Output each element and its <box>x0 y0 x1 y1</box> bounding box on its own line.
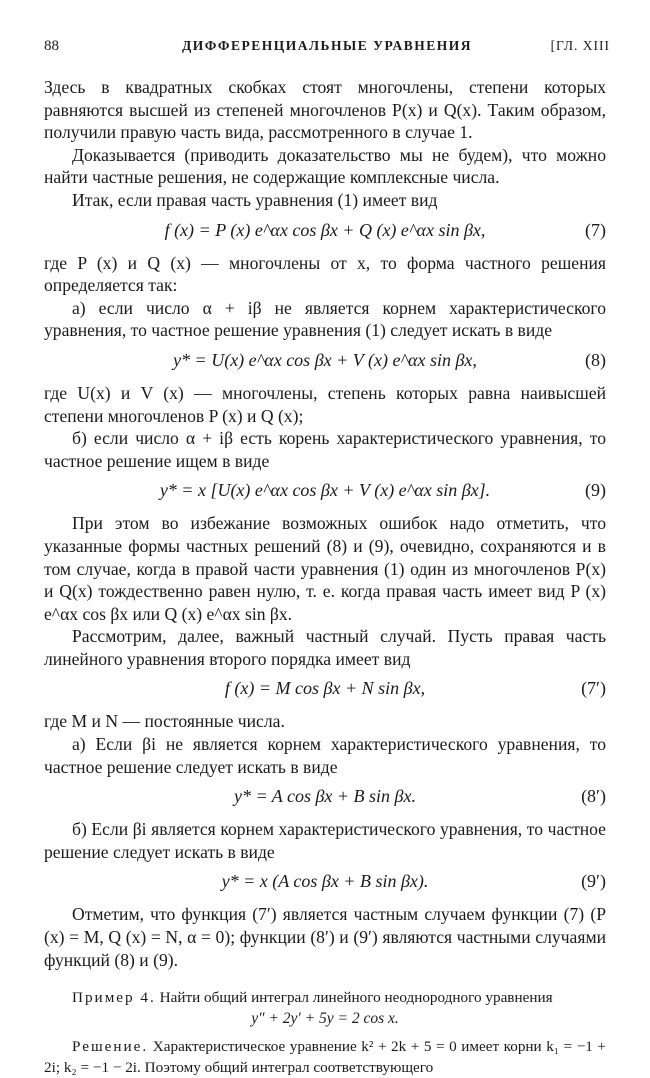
paragraph-7: б) если число α + iβ есть корень характеристического уравнения, то частное решение ищем в виде <box>44 428 606 471</box>
equation-7-formula: f (x) = P (x) e^αx cos βx + Q (x) e^αx sin βx, <box>164 219 486 240</box>
example-statement <box>44 987 606 1008</box>
paragraph-3: Итак, если правая часть уравнения (1) имеет вид <box>72 189 438 210</box>
equation-7 <box>44 212 606 252</box>
example-4 <box>44 987 606 1078</box>
paragraph-8: При этом во избежание возможных ошибок надо отметить, что указанные формы частных решений (8) и (9), очевидно, сохраняются и в том случае, когда в правой части уравнения (1) один из многочленов P(x) и Q(x) тождественно равен нулю, т. е. когда правая часть имеет вид P (x) e^αx cos βx или Q (x) e^αx sin βx. <box>44 513 606 624</box>
paragraph-4: где P (x) и Q (x) — многочлены от x, то форма частного решения определяется так: <box>44 252 606 296</box>
equation-7-prime <box>44 670 606 710</box>
example-equation <box>44 1008 606 1036</box>
paragraph-12: б) Если βi является корнем характеристического уравнения, то частное решение следует искать в виде <box>44 819 606 862</box>
paragraph-11: а) Если βi не является корнем характеристического уравнения, то частное решение следует искать в виде <box>44 734 606 777</box>
equation-9-prime-formula: y* = x (A cos βx + B sin βx). <box>221 871 429 892</box>
solution-text: Характеристическое уравнение k² + 2k + 5 = 0 имеет корни k₁ = −1 + 2i; k₂ = −1 − 2i. Поэтому общий интеграл соответствующего <box>44 1038 606 1077</box>
paragraph-5: а) если число α + iβ не является корнем характеристического уравнения, то частное решение уравнения (1) следует искать в виде <box>44 297 606 341</box>
equation-8-prime <box>44 778 606 818</box>
equation-9-prime <box>44 863 606 903</box>
equation-8-formula: y* = U(x) e^αx cos βx + V (x) e^αx sin βx, <box>173 349 477 370</box>
example-equation-formula: y″ + 2y′ + 5y = 2 cos x. <box>251 1010 399 1028</box>
equation-7-prime-formula: f (x) = M cos βx + N sin βx, <box>224 678 426 699</box>
equation-8-prime-formula: y* = A cos βx + B sin βx. <box>233 786 417 807</box>
paragraph-2: Доказывается (приводить доказательство мы не будем), что можно найти частные решения, не содержащие комплексные числа. <box>44 144 606 188</box>
equation-9-prime-number: (9′) <box>581 871 606 892</box>
equation-8-prime-number: (8′) <box>581 786 606 807</box>
equation-9-number: (9) <box>585 480 606 501</box>
solution-paragraph <box>44 1036 606 1078</box>
paragraph-9: Рассмотрим, далее, важный частный случай. Пусть правая часть линейного уравнения второго порядка имеет вид <box>44 626 606 669</box>
chapter-label: [ГЛ. XIII <box>550 38 610 53</box>
page-content <box>44 76 606 1078</box>
example-label: Пример 4. <box>72 989 156 1007</box>
page-number: 88 <box>44 38 59 54</box>
equation-8-number: (8) <box>585 349 606 370</box>
example-text: Найти общий интеграл линейного неоднородного уравнения <box>159 989 553 1007</box>
paragraph-6: где U(x) и V (x) — многочлены, степень которых равна наивысшей степени многочленов P (x) и Q (x); <box>44 382 606 426</box>
paragraph-1: Здесь в квадратных скобках стоят многочлены, степени которых равняются высшей из степеней многочленов P(x) и Q(x). Таким образом, получили правую часть вида, рассмотренного в случае 1. <box>44 77 606 143</box>
page-header <box>44 38 610 58</box>
equation-8 <box>44 342 606 382</box>
running-title: ДИФФЕРЕНЦИАЛЬНЫЕ УРАВНЕНИЯ <box>181 38 473 53</box>
solution-label: Решение. <box>72 1038 149 1056</box>
equation-7-number: (7) <box>585 219 606 240</box>
equation-7-prime-number: (7′) <box>581 678 606 699</box>
paragraph-13: Отметим, что функция (7′) является частным случаем функции (7) (P (x) = M, Q (x) = N, α = 0); функции (8′) и (9′) являются частными случаями функций (8) и (9). <box>44 904 606 970</box>
equation-9 <box>44 472 606 512</box>
paragraph-10: где M и N — постоянные числа. <box>44 711 285 732</box>
equation-9-formula: y* = x [U(x) e^αx cos βx + V (x) e^αx sin βx]. <box>159 480 491 501</box>
